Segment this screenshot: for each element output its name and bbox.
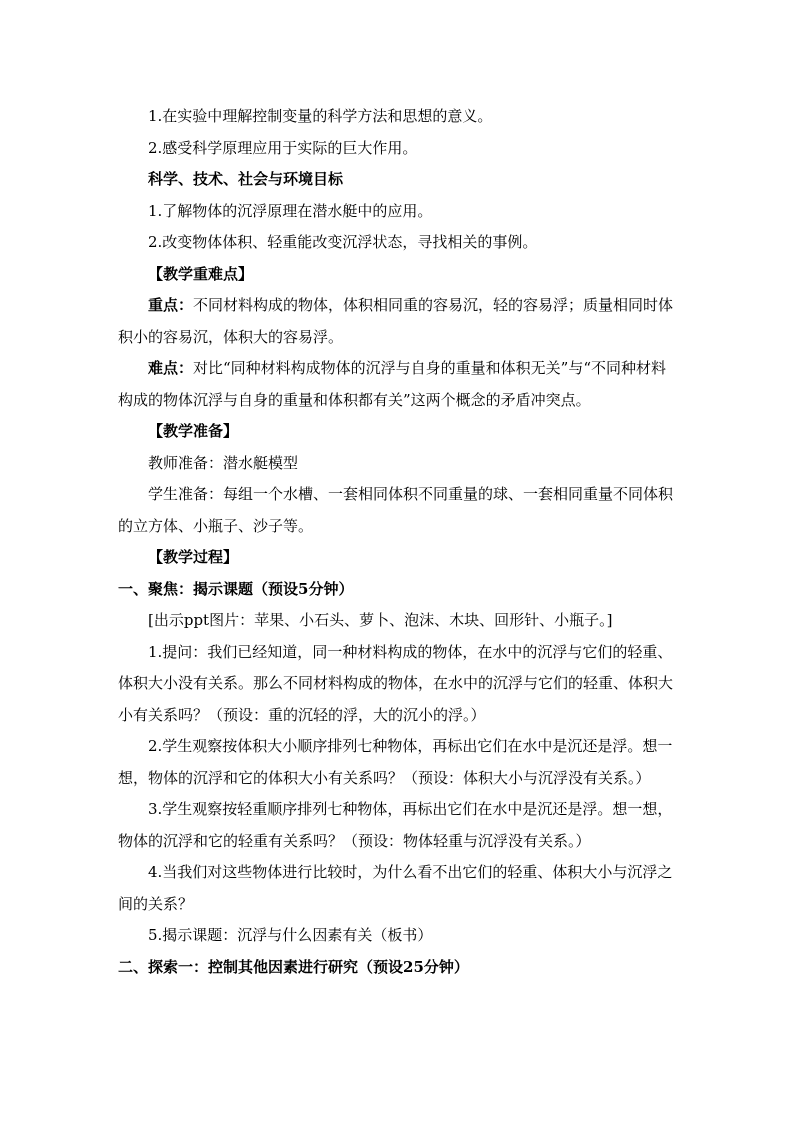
step-2: 2.学生观察按体积大小顺序排列七种物体，再标出它们在水中是沉还是浮。想一想，物体的沉浮和它的体积大小有关系吗？（预设：体积大小与沉浮没有关系。） xyxy=(118,737,673,787)
difficulty-paragraph xyxy=(118,353,678,416)
heading-key-points: 【教学重难点】 xyxy=(148,264,254,283)
key-point-text: 不同材料构成的物体，体积相同重的容易沉，轻的容易浮；质量相同时体积小的容易沉，体积大的容易浮。 xyxy=(118,296,674,346)
section-2-heading: 二、探索一：控制其他因素进行研究（预设25分钟） xyxy=(118,957,469,976)
teacher-preparation: 教师准备：潜水艇模型 xyxy=(148,453,299,472)
section-1-heading: 一、聚焦：揭示课题（预设5分钟） xyxy=(118,579,354,598)
student-preparation: 学生准备：每组一个水槽、一套相同体积不同重量的球、一套相同重量不同体积的立方体、小瓶子、沙子等。 xyxy=(118,485,674,535)
show-ppt-note: [出示ppt图片：苹果、小石头、萝卜、泡沫、木块、回形针、小瓶子。] xyxy=(148,611,613,629)
step-3: 3.学生观察按轻重顺序排列七种物体，再标出它们在水中是沉还是浮。想一想，物体的沉浮和它的轻重有关系吗？（预设：物体轻重与沉浮没有关系。） xyxy=(118,800,673,850)
step-4: 4.当我们对这些物体进行比较时，为什么看不出它们的轻重、体积大小与沉浮之间的关系？ xyxy=(118,863,673,913)
objective-1: 1.在实验中理解控制变量的科学方法和思想的意义。 xyxy=(148,107,493,125)
step-1: 1.提问：我们已经知道，同一种材料构成的物体，在水中的沉浮与它们的轻重、体积大小没有关系。那么不同材料构成的物体，在水中的沉浮与它们的轻重、体积大小有关系吗？（预设：重的沉轻的浮，大的沉小的浮。） xyxy=(118,642,674,724)
sts-goal-1: 1.了解物体的沉浮原理在潜水艇中的应用。 xyxy=(148,201,433,220)
difficulty-label: 难点： xyxy=(148,359,194,377)
key-point-label: 重点： xyxy=(148,296,194,314)
heading-sts-goals: 科学、技术、社会与环境目标 xyxy=(148,170,344,188)
heading-process: 【教学过程】 xyxy=(148,548,239,566)
difficulty-text: 对比“同种材料构成物体的沉浮与自身的重量和体积无关”与“不同种材料构成的物体沉浮与自身的重量和体积都有关”这两个概念的矛盾冲突点。 xyxy=(118,359,667,409)
sts-goal-2: 2.改变物体体积、轻重能改变沉浮状态，寻找相关的事例。 xyxy=(148,233,538,251)
step-5: 5.揭示课题：沉浮与什么因素有关（板书） xyxy=(148,926,433,944)
heading-preparation: 【教学准备】 xyxy=(148,422,239,440)
objective-2: 2.感受科学原理应用于实际的巨大作用。 xyxy=(148,138,418,157)
key-point-paragraph xyxy=(118,290,678,353)
document-body xyxy=(118,101,678,983)
